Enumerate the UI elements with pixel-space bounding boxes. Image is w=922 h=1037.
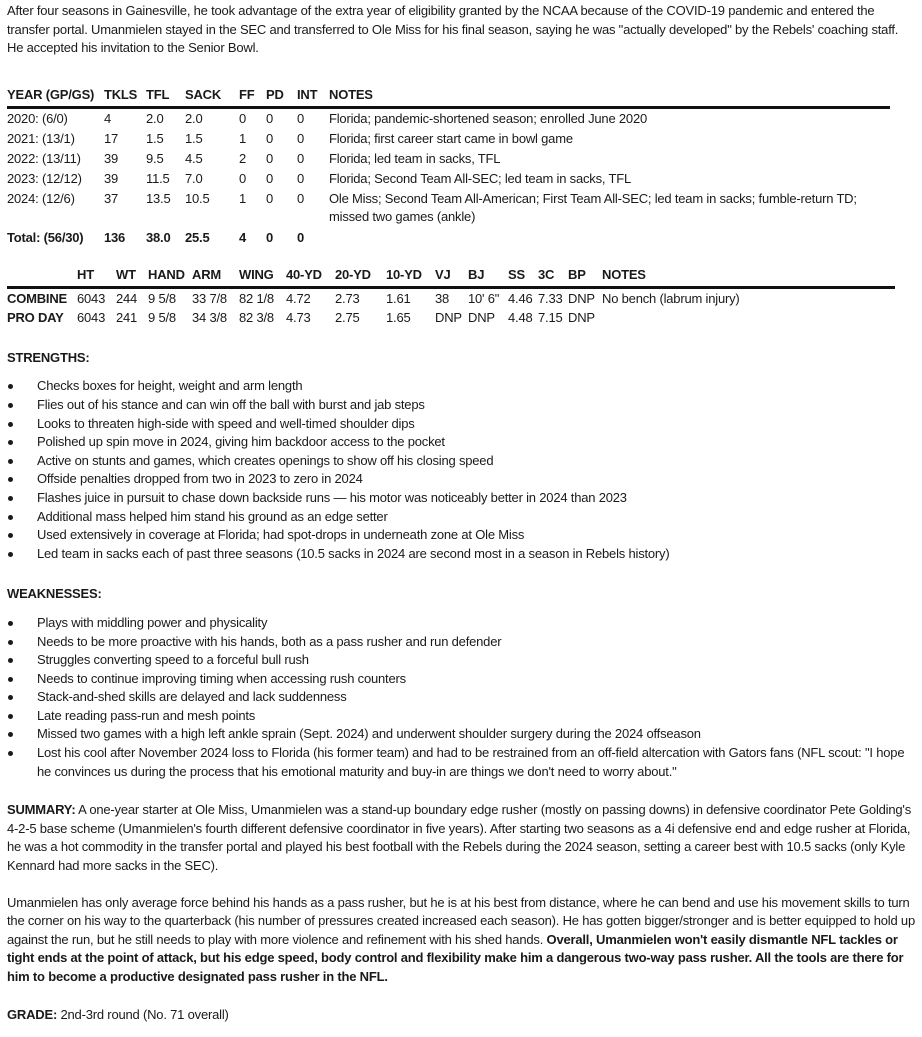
measurables-cell: 4.73 <box>286 310 311 326</box>
measurables-row <box>7 308 895 328</box>
weaknesses-item-text: Needs to continue improving timing when accessing rush counters <box>37 670 406 686</box>
stats-total-row <box>7 227 890 248</box>
cell-int: 0 <box>297 130 305 146</box>
cell-year: 2024: (12/6) <box>7 190 75 206</box>
bullet-icon <box>8 384 13 389</box>
weaknesses-item <box>7 744 915 781</box>
bullet-icon <box>8 751 13 756</box>
header-tkls: TKLS <box>104 86 146 108</box>
cell-int: 0 <box>297 110 305 126</box>
stats-row <box>7 189 890 227</box>
measurables-cell: 82 1/8 <box>239 290 274 306</box>
measurables-cell: 2.75 <box>335 310 360 326</box>
weaknesses-list <box>7 614 915 781</box>
strengths-item <box>7 415 915 434</box>
summary-text: A one-year starter at Ole Miss, Umanmielen was a stand-up boundary edge rusher (mostly on passing downs) in defensive coordinator Pete Golding's 4-2-5 base scheme (Umanmielen's fourth different defensive coordinator in five years). After starting two seasons as a 4i defensive end and edge rusher at Florida, he was a hot commodity in the transfer portal and played his best football with the Rebels during the 2024 season, setting a career best with 10.5 sacks (only Kyle Kennard had more sacks in the SEC). <box>7 802 911 874</box>
strengths-item-text: Additional mass helped him stand his ground as an edge setter <box>37 508 388 524</box>
strengths-item-text: Checks boxes for height, weight and arm length <box>37 378 303 394</box>
strengths-item <box>7 452 915 471</box>
strengths-item <box>7 526 915 545</box>
cell-notes: Florida; first career start came in bowl game <box>329 130 573 146</box>
measurables-header-ss: SS <box>508 266 538 288</box>
measurables-cell: 9 5/8 <box>148 290 176 306</box>
weaknesses-item-text: Stack-and-shed skills are delayed and lack suddenness <box>37 689 347 705</box>
measurables-header-wt: WT <box>116 266 148 288</box>
weaknesses-item-text: Late reading pass-run and mesh points <box>37 707 256 723</box>
total-tkls: 136 <box>104 229 126 245</box>
measurables-header-ht: HT <box>77 266 116 288</box>
cell-tfl: 13.5 <box>146 190 171 206</box>
total-tfl: 38.0 <box>146 229 171 245</box>
summary-para2-text: Umanmielen has only average force behind his hands as a pass rusher, but he is at his best from distance, where he can bend and use his movement skills to turn the corner on his way to the quarterback (his number of pressures created increased each season). He has gotten bigger/stronger and is better equipped to hold up against the run, but he still needs to play with more violence and refinement with his shed hands. <box>7 894 915 947</box>
cell-year: 2023: (12/12) <box>7 170 82 186</box>
measurables-header-40-yd: 40-YD <box>286 266 335 288</box>
total-notes <box>329 227 890 248</box>
header-pd: PD <box>266 86 297 108</box>
cell-ff: 0 <box>239 170 247 186</box>
bullet-icon <box>8 459 13 464</box>
measurables-cell: 4.46 <box>508 290 533 306</box>
bullet-icon <box>8 714 13 719</box>
cell-notes: Florida; led team in sacks, TFL <box>329 150 501 166</box>
measurables-cell: DNP <box>568 310 595 326</box>
measurables-cell: 1.65 <box>386 310 411 326</box>
cell-int: 0 <box>297 190 305 206</box>
bullet-icon <box>8 440 13 445</box>
measurables-cell: 6043 <box>77 290 106 306</box>
cell-year: 2020: (6/0) <box>7 110 68 126</box>
measurables-cell: 34 3/8 <box>192 310 227 326</box>
cell-pd: 0 <box>266 130 274 146</box>
weaknesses-item <box>7 725 915 744</box>
weaknesses-item-text: Needs to be more proactive with his hands, both as a pass rusher and run defender <box>37 633 502 649</box>
measurables-cell: 33 7/8 <box>192 290 227 306</box>
measurables-cell: 2.73 <box>335 290 360 306</box>
measurables-cell: DNP <box>568 290 595 306</box>
cell-ff: 0 <box>239 110 247 126</box>
cell-int: 0 <box>297 150 305 166</box>
bullet-icon <box>8 422 13 427</box>
stats-row <box>7 169 890 189</box>
bullet-icon <box>8 515 13 520</box>
grade-label: GRADE: <box>7 1006 58 1022</box>
cell-tkls: 17 <box>104 130 119 146</box>
strengths-heading: STRENGTHS: <box>7 349 90 365</box>
measurables-header-vj: VJ <box>435 266 468 288</box>
measurables-cell <box>602 308 895 328</box>
cell-pd: 0 <box>266 170 274 186</box>
measurables-header-3c: 3C <box>538 266 568 288</box>
weaknesses-item-text: Lost his cool after November 2024 loss to Florida (his former team) and had to be restrained from an off-field altercation with Gators fans (NFL scout: "I hope he convinces us during the process that his emotional maturity and buy-in are things we don't need to worry about." <box>37 745 905 779</box>
cell-pd: 0 <box>266 110 274 126</box>
bullet-icon <box>8 403 13 408</box>
total-sack: 25.5 <box>185 229 210 245</box>
cell-sack: 2.0 <box>185 110 203 126</box>
total-pd: 0 <box>266 229 274 245</box>
measurables-row-label: PRO DAY <box>7 310 64 326</box>
cell-tkls: 39 <box>104 170 119 186</box>
measurables-cell: 244 <box>116 290 138 306</box>
measurables-cell: 7.33 <box>538 290 563 306</box>
weaknesses-item <box>7 670 915 689</box>
cell-tfl: 9.5 <box>146 150 164 166</box>
measurables-cell: 9 5/8 <box>148 310 176 326</box>
stats-header-row <box>7 86 890 108</box>
header-ff: FF <box>239 86 266 108</box>
strengths-item-text: Used extensively in coverage at Florida; had spot-drops in underneath zone at Ole Miss <box>37 527 525 543</box>
measurables-table <box>7 266 895 328</box>
cell-tkls: 37 <box>104 190 119 206</box>
measurables-cell: 7.15 <box>538 310 563 326</box>
weaknesses-item-text: Struggles converting speed to a forceful bull rush <box>37 652 309 668</box>
bullet-icon <box>8 640 13 645</box>
measurables-header-bp: BP <box>568 266 602 288</box>
cell-year: 2022: (13/11) <box>7 150 81 166</box>
strengths-item-text: Polished up spin move in 2024, giving him backdoor access to the pocket <box>37 434 445 450</box>
bullet-icon <box>8 477 13 482</box>
summary-paragraph <box>7 801 915 875</box>
bullet-icon <box>8 533 13 538</box>
header-sack: SACK <box>185 86 239 108</box>
cell-pd: 0 <box>266 150 274 166</box>
cell-year: 2021: (13/1) <box>7 130 75 146</box>
bullet-icon <box>8 496 13 501</box>
measurables-cell: 241 <box>116 310 138 326</box>
cell-notes: Florida; Second Team All-SEC; led team in sacks, TFL <box>329 170 631 186</box>
cell-notes: Ole Miss; Second Team All-American; First Team All-SEC; led team in sacks; fumble-return TD; missed two games (ankle) <box>329 190 857 225</box>
cell-tkls: 4 <box>104 110 112 126</box>
bullet-icon <box>8 658 13 663</box>
weaknesses-item <box>7 633 915 652</box>
cell-pd: 0 <box>266 190 274 206</box>
strengths-item-text: Led team in sacks each of past three seasons (10.5 sacks in 2024 are second most in a season in Rebels history) <box>37 545 670 561</box>
strengths-item <box>7 396 915 415</box>
measurables-header-row <box>7 266 895 288</box>
strengths-item <box>7 470 915 489</box>
measurables-cell: 10' 6" <box>468 290 500 306</box>
measurables-cell: 82 3/8 <box>239 310 274 326</box>
summary-label: SUMMARY: <box>7 802 76 818</box>
cell-ff: 2 <box>239 150 247 166</box>
measurables-cell: 4.72 <box>286 290 311 306</box>
weaknesses-item <box>7 707 915 726</box>
strengths-item-text: Flashes juice in pursuit to chase down backside runs — his motor was noticeably better in 2024 than 2023 <box>37 489 627 505</box>
measurables-cell: 6043 <box>77 310 106 326</box>
cell-int: 0 <box>297 170 305 186</box>
grade-line <box>7 1006 915 1025</box>
cell-ff: 1 <box>239 130 247 146</box>
measurables-header-bj: BJ <box>468 266 508 288</box>
total-ff: 4 <box>239 229 247 245</box>
total-year: Total: (56/30) <box>7 229 84 245</box>
bullet-icon <box>8 695 13 700</box>
cell-ff: 1 <box>239 190 247 206</box>
cell-tfl: 11.5 <box>146 170 170 186</box>
cell-sack: 7.0 <box>185 170 203 186</box>
header-notes: NOTES <box>329 86 890 108</box>
cell-tkls: 39 <box>104 150 119 166</box>
header-int: INT <box>297 86 329 108</box>
strengths-item <box>7 377 915 396</box>
weaknesses-item <box>7 688 915 707</box>
summary-paragraph-2 <box>7 894 915 987</box>
measurables-cell: DNP <box>468 310 495 326</box>
bullet-icon <box>8 621 13 626</box>
measurables-header-20-yd: 20-YD <box>335 266 386 288</box>
weaknesses-item-text: Plays with middling power and physicality <box>37 614 268 630</box>
stats-row <box>7 129 890 149</box>
header-year: YEAR (GP/GS) <box>7 86 104 108</box>
measurables-cell: 38 <box>435 290 450 306</box>
measurables-cell: DNP <box>435 310 462 326</box>
cell-notes: Florida; pandemic-shortened season; enrolled June 2020 <box>329 110 648 126</box>
strengths-item-text: Looks to threaten high-side with speed and well-timed shoulder dips <box>37 415 415 431</box>
season-stats-table <box>7 86 890 248</box>
strengths-item <box>7 433 915 452</box>
strengths-item-text: Offside penalties dropped from two in 2023 to zero in 2024 <box>37 471 363 487</box>
weaknesses-heading: WEAKNESSES: <box>7 586 102 602</box>
cell-sack: 1.5 <box>185 130 203 146</box>
weaknesses-item <box>7 651 915 670</box>
bullet-icon <box>8 677 13 682</box>
strengths-item-text: Flies out of his stance and can win off the ball with burst and jab steps <box>37 396 425 412</box>
grade-value: 2nd-3rd round (No. 71 overall) <box>57 1006 229 1022</box>
summary-conclusion: Overall, Umanmielen won't easily dismantle NFL tackles or tight ends at the point of attack, but his edge speed, body control and flexibility make him a dangerous two-way pass rusher. All the tools are there for him to become a productive designated pass rusher in the NFL. <box>7 931 904 984</box>
strengths-item <box>7 489 915 508</box>
cell-tfl: 1.5 <box>146 130 164 146</box>
measurables-cell: 4.48 <box>508 310 533 326</box>
cell-sack: 4.5 <box>185 150 203 166</box>
strengths-item-text: Active on stunts and games, which creates openings to show off his closing speed <box>37 452 494 468</box>
measurables-header-label <box>7 266 77 288</box>
strengths-item <box>7 545 915 564</box>
measurables-row <box>7 287 895 308</box>
bullet-icon <box>8 732 13 737</box>
weaknesses-item-text: Missed two games with a high left ankle sprain (Sept. 2024) and underwent shoulder surgery during the 2024 offseason <box>37 726 701 742</box>
measurables-header-10-yd: 10-YD <box>386 266 435 288</box>
stats-row <box>7 149 890 169</box>
measurables-cell: No bench (labrum injury) <box>602 290 740 306</box>
measurables-header-notes: NOTES <box>602 266 895 288</box>
weaknesses-item <box>7 614 915 633</box>
strengths-list <box>7 377 915 563</box>
bullet-icon <box>8 552 13 557</box>
intro-paragraph: After four seasons in Gainesville, he took advantage of the extra year of eligibility granted by the NCAA because of the COVID-19 pandemic and entered the transfer portal. Umanmielen stayed in the SEC and transferred to Ole Miss for his final season, saying he was "actually developed" by the Rebels' coaching staff. He accepted his invitation to the Senior Bowl. <box>7 3 899 56</box>
measurables-cell: 1.61 <box>386 290 411 306</box>
measurables-header-hand: HAND <box>148 266 192 288</box>
strengths-item <box>7 508 915 527</box>
cell-sack: 10.5 <box>185 190 210 206</box>
stats-row <box>7 107 890 129</box>
measurables-header-wing: WING <box>239 266 286 288</box>
header-tfl: TFL <box>146 86 185 108</box>
measurables-header-arm: ARM <box>192 266 239 288</box>
measurables-row-label: COMBINE <box>7 290 67 306</box>
cell-tfl: 2.0 <box>146 110 164 126</box>
total-int: 0 <box>297 229 305 245</box>
